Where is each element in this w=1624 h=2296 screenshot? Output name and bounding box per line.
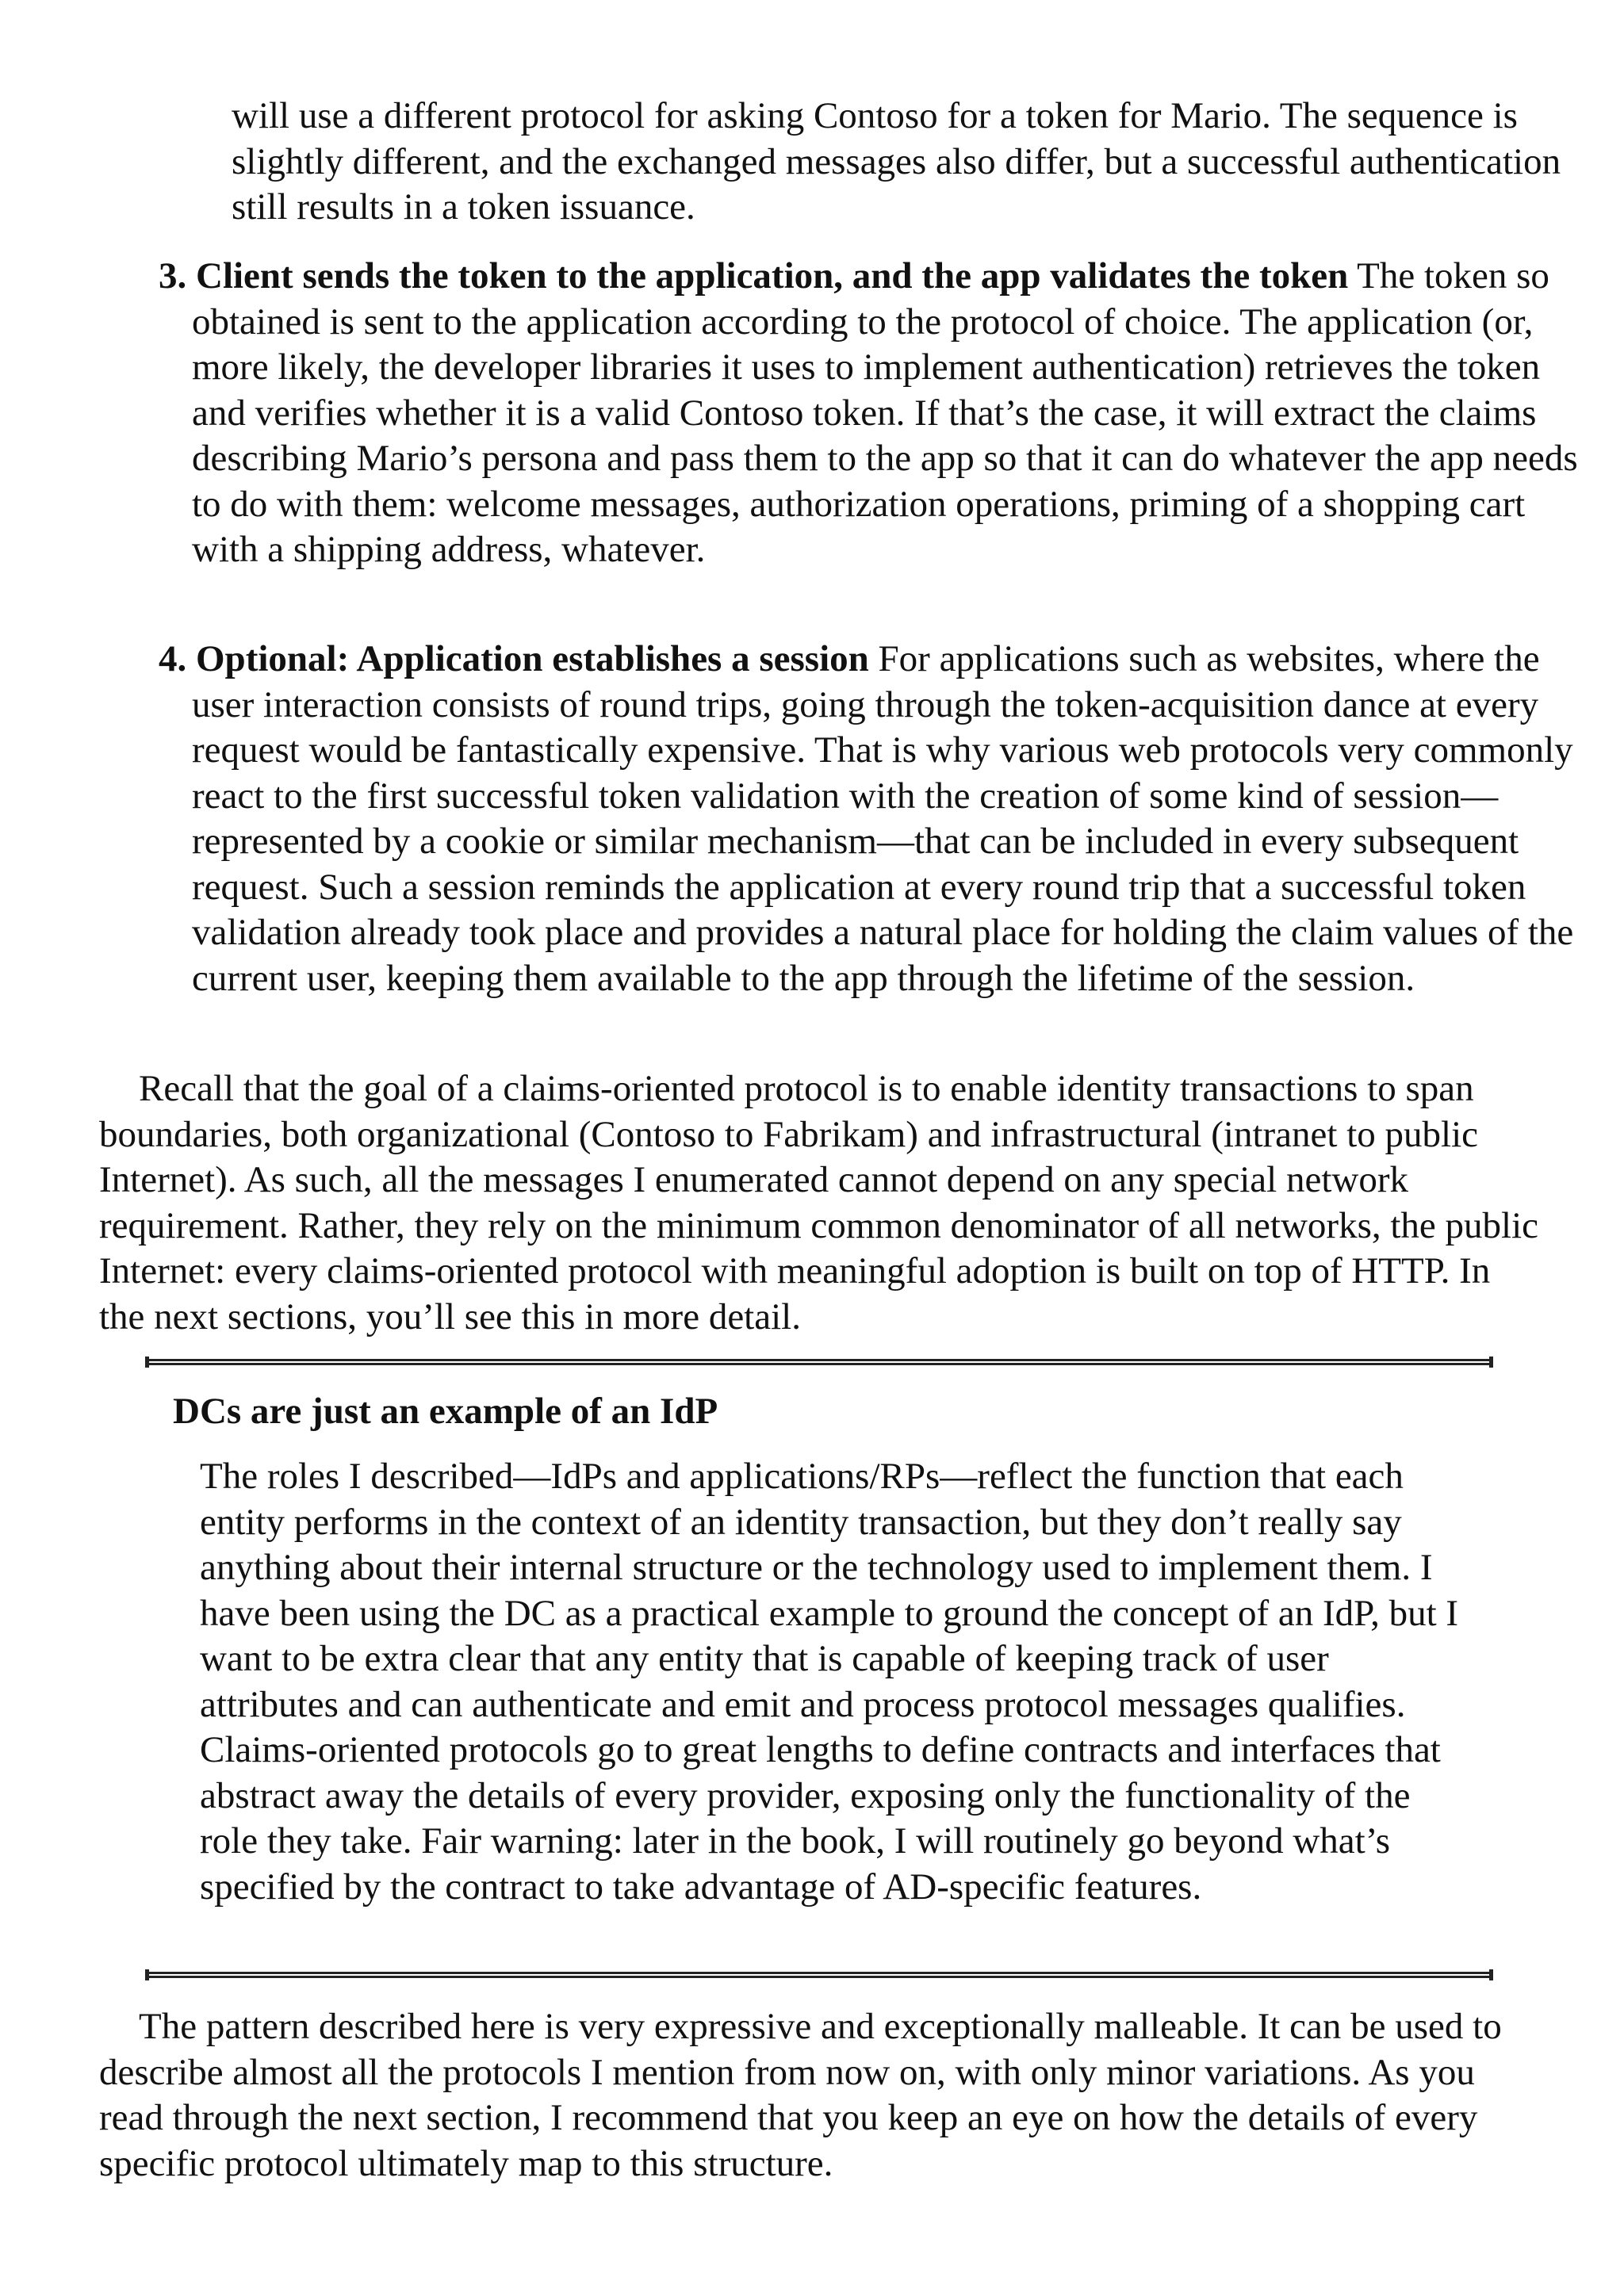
step-3-heading: 3. Client sends the token to the application, and the app validates the token: [159, 255, 1349, 297]
recall-paragraph: Recall that the goal of a claims-oriented protocol is to enable identity transactions to span boundaries, both organizational (Contoso to Fabrikam) and infrastructural (intranet to public Internet). As such, all the messages I enumerated cannot depend on any special network requirement. Rather, they rely on the minimum common denominator of all networks, the public Internet: every claims-oriented protocol with meaningful adoption is built on top of HTTP. In the next sections, you’ll see this in more detail.: [99, 1068, 1539, 1337]
step-4-heading: 4. Optional: Application establishes a session: [159, 638, 869, 679]
sidebar-bottom-rule: [145, 1972, 1493, 1978]
step-2-continuation: will use a different protocol for asking Contoso for a token for Mario. The sequence is slightly different, and the exchanged messages also differ, but a successful authentication still results in a token issuance.: [232, 95, 1561, 228]
step-4-body: For applications such as websites, where the user interaction consists of round trips, going through the token-acquisition dance at every request would be fantastically expensive. That is why various web protocols very commonly react to the first successful token validation with the creation of some kind of session—represented by a cookie or similar mechanism—that can be included in every subsequent request. Such a session reminds the application at every round trip that a successful token validation already took place and provides a natural place for holding the claim values of the current user, keeping them available to the app through the lifetime of the session.: [192, 638, 1574, 999]
step-3-body: The token so obtained is sent to the application according to the protocol of choice. The application (or, more likely, the developer libraries it uses to implement authentication) retrieves the token and verifies whether it is a valid Contoso token. If that’s the case, it will extract the claims describing Mario’s persona and pass them to the app so that it can do whatever the app needs to do with them: welcome messages, authorization operations, priming of a shopping cart with a shipping address, whatever.: [192, 255, 1578, 570]
step-4: [159, 637, 1588, 1001]
step-3: [159, 254, 1588, 573]
sidebar-top-rule: [145, 1359, 1493, 1365]
closing-paragraph: The pattern described here is very expressive and exceptionally malleable. It can be used to describe almost all the protocols I mention from now on, with only minor variations. As you read through the next section, I recommend that you keep an eye on how the details of every specific protocol ultimately map to this structure.: [99, 2006, 1502, 2184]
sidebar-body: The roles I described—IdPs and applications/RPs—reflect the function that each entity performs in the context of an identity transaction, but they don’t really say anything about their internal structure or the technology used to implement them. I have been using the DC as a practical example to ground the concept of an IdP, but I want to be extra clear that any entity that is capable of keeping track of user attributes and can authenticate and emit and process protocol messages qualifies. Claims-oriented protocols go to great lengths to define contracts and interfaces that abstract away the details of every provider, exposing only the functionality of the role they take. Fair warning: later in the book, I will routinely go beyond what’s specified by the contract to take advantage of AD-specific features.: [200, 1456, 1459, 1908]
sidebar-title: DCs are just an example of an IdP: [173, 1391, 718, 1432]
